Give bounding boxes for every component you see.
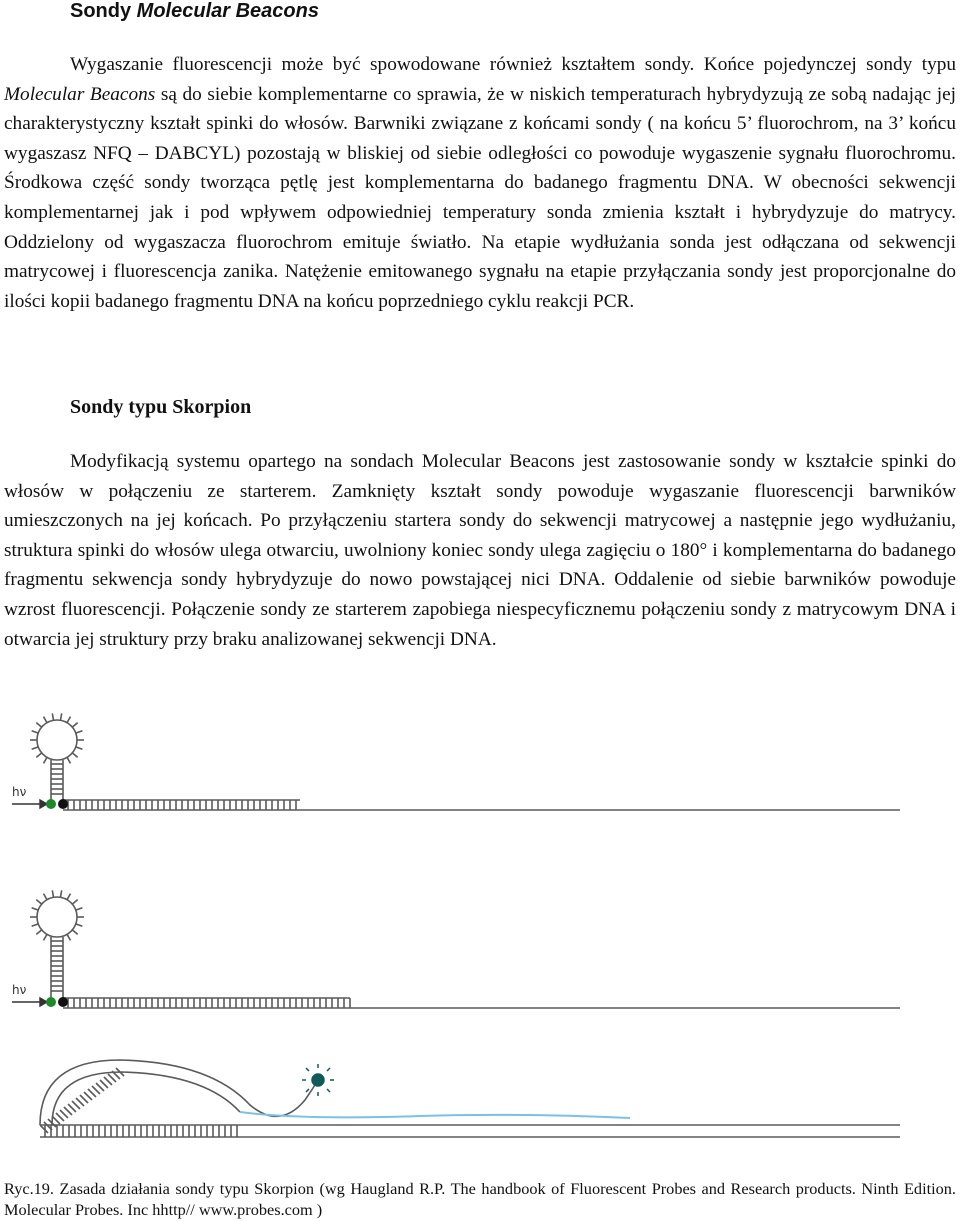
light-arrow-icon-1 bbox=[12, 800, 47, 808]
scorpion-probe-figure bbox=[0, 700, 960, 1170]
section-heading-skorpion: Sondy typu Skorpion bbox=[70, 396, 252, 418]
quencher-dot-2 bbox=[58, 997, 68, 1007]
paragraph-skorpion: Modyfikacją systemu opartego na sondach Molecular Beacons jest zastosowanie sondy w kształcie spinki do włosów w połączeniu ze starterem. Zamknięty kształt sondy powoduje wygaszanie fluorescencji barwników umieszczonych na jej końcach. Po przyłączeniu startera sondy do sekwencji matrycowej a następnie jego wydłużaniu, struktura spinki do włosów ulega otwarciu, uwolniony koniec sondy ulega zagięciu o 180° i komplementarna do badanego fragmentu sekwencja sondy hybrydyzuje do nowo powstającej nici DNA. Oddalenie od siebie barwników powoduje wzrost fluorescencji. Połączenie sondy ze starterem zapobiega niespecyficznemu połączeniu sondy z matrycowym DNA i otwarcia jej struktury przy braku analizowanej sekwencji DNA. bbox=[4, 451, 956, 650]
section-heading-molecular-beacons: Sondy Molecular Beacons bbox=[70, 0, 319, 22]
paragraph-molecular-beacons: Wygaszanie fluorescencji może być spowodowane również kształtem sondy. Końce pojedynczej sondy typu Molecular Beacons są do siebie komplementarne co sprawia, że w niskich temperaturach hybrydyzują ze sobą nadając jej charakterystyczny kształt spinki do włosów. Barwniki związane z końcami sondy ( na końcu 5’ fluorochrom, na 3’ końcu wygaszasz NFQ – DABCYL) pozostają w bliskiej od siebie odległości co powoduje wygaszenie sygnału fluorochromu. Środkowa część sondy tworząca pętlę jest komplementarna do badanego fragmentu DNA. W obecności sekwencji komplementarnej jak i pod wpływem odpowiedniej temperatury sonda zmienia kształt i hybrydyzuje do matrycy. Oddzielony od wygaszacza fluorochrom emituje światło. Na etapie wydłużania sonda jest odłączana od sekwencji matrycowej i fluorescencja zanika. Natężenie emitowanego sygnału na etapie przyłączania sondy jest proporcjonalne do ilości kopii badanego fragmentu DNA na końcu poprzedniego cyklu reakcji PCR. bbox=[4, 54, 956, 312]
light-arrow-icon-2 bbox=[12, 998, 47, 1006]
hairpin-closed-panel-2 bbox=[30, 890, 900, 1008]
emitting-fluorophore-icon bbox=[302, 1064, 334, 1096]
quencher-dot-1 bbox=[58, 799, 68, 809]
hairpin-closed-panel-1 bbox=[30, 713, 900, 810]
new-dna-strand bbox=[240, 1112, 630, 1118]
hv-label-1: hν bbox=[12, 785, 27, 799]
fluorophore-dot-2 bbox=[46, 997, 56, 1007]
fluorophore-dot-1 bbox=[46, 799, 56, 809]
hairpin-opened-panel-3 bbox=[40, 1060, 900, 1137]
figure-caption: Ryc.19. Zasada działania sondy typu Skorpion (wg Haugland R.P. The handbook of Fluorescent Probes and Research products. Ninth Edition. Molecular Probes. Inc hhttp// www.probes.com ) bbox=[4, 1179, 956, 1219]
hv-label-2: hν bbox=[12, 983, 27, 997]
